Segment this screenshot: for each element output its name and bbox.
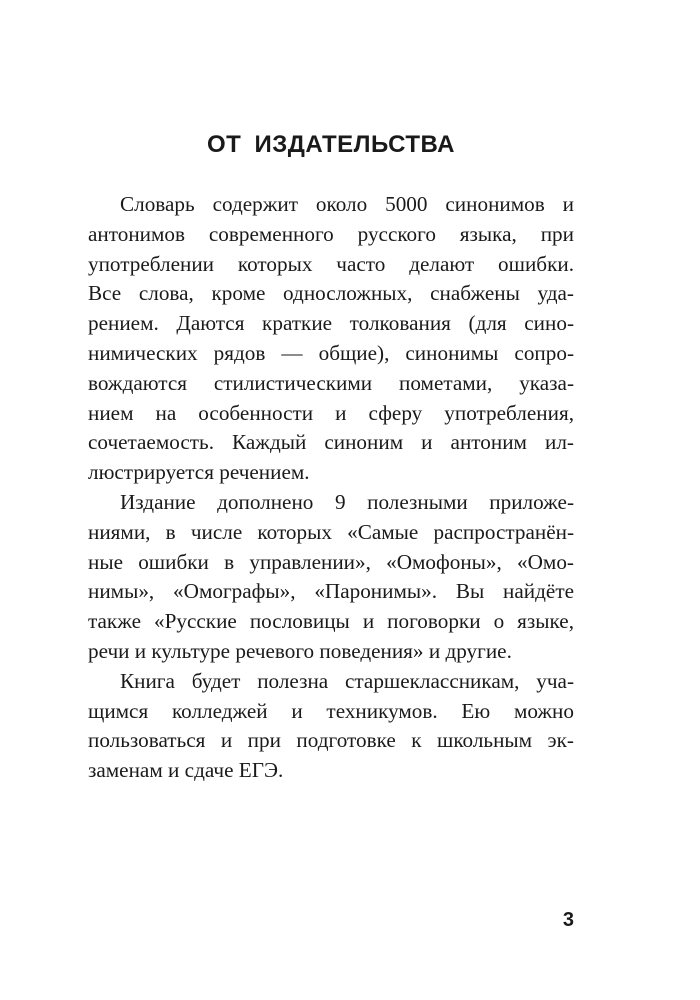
text-line: ниями, в числе которых «Самые распространён- xyxy=(88,519,574,544)
paragraph-2 xyxy=(88,488,574,667)
text-line: сочетаемость. Каждый синоним и антоним ил- xyxy=(88,430,574,455)
text-line: антонимов современного русского языка, при xyxy=(88,221,574,246)
text-line: ные ошибки в управлении», «Омофоны», «Омо- xyxy=(88,549,574,574)
text-line: нимы», «Омографы», «Паронимы». Вы найдёте xyxy=(88,579,574,604)
text-line: люстрируется речением. xyxy=(88,460,310,485)
text-line: щимся колледжей и техникумов. Ею можно xyxy=(88,698,574,723)
text-line: речи и культуре речевого поведения» и другие. xyxy=(88,638,512,663)
text-line: нимических рядов — общие), синонимы сопро- xyxy=(88,340,574,365)
paragraph-1 xyxy=(88,190,574,488)
text-line: также «Русские пословицы и поговорки о языке, xyxy=(88,609,574,634)
text-line: нием на особенности и сферу употребления, xyxy=(88,400,574,425)
text-line: Книга будет полезна старшеклассникам, уча- xyxy=(120,668,574,693)
text-line: заменам и сдаче ЕГЭ. xyxy=(88,758,284,783)
text-line: вождаются стилистическими пометами, указа- xyxy=(88,370,574,395)
text-line: Словарь содержит около 5000 синонимов и xyxy=(120,192,574,216)
page-number: 3 xyxy=(562,909,574,931)
text-line: пользоваться и при подготовке к школьным эк- xyxy=(88,728,574,753)
text-line: употреблении которых часто делают ошибки. xyxy=(88,251,574,276)
text-line: Издание дополнено 9 полезными приложе- xyxy=(120,489,574,514)
body-text xyxy=(88,190,574,786)
text-line: рением. Даются краткие толкования (для сино- xyxy=(88,311,574,336)
text-line: Все слова, кроме односложных, снабжены уда- xyxy=(88,281,574,306)
paragraph-3 xyxy=(88,667,574,786)
page-title: ОТ ИЗДАТЕЛЬСТВА xyxy=(206,131,456,158)
book-page xyxy=(88,0,574,1000)
